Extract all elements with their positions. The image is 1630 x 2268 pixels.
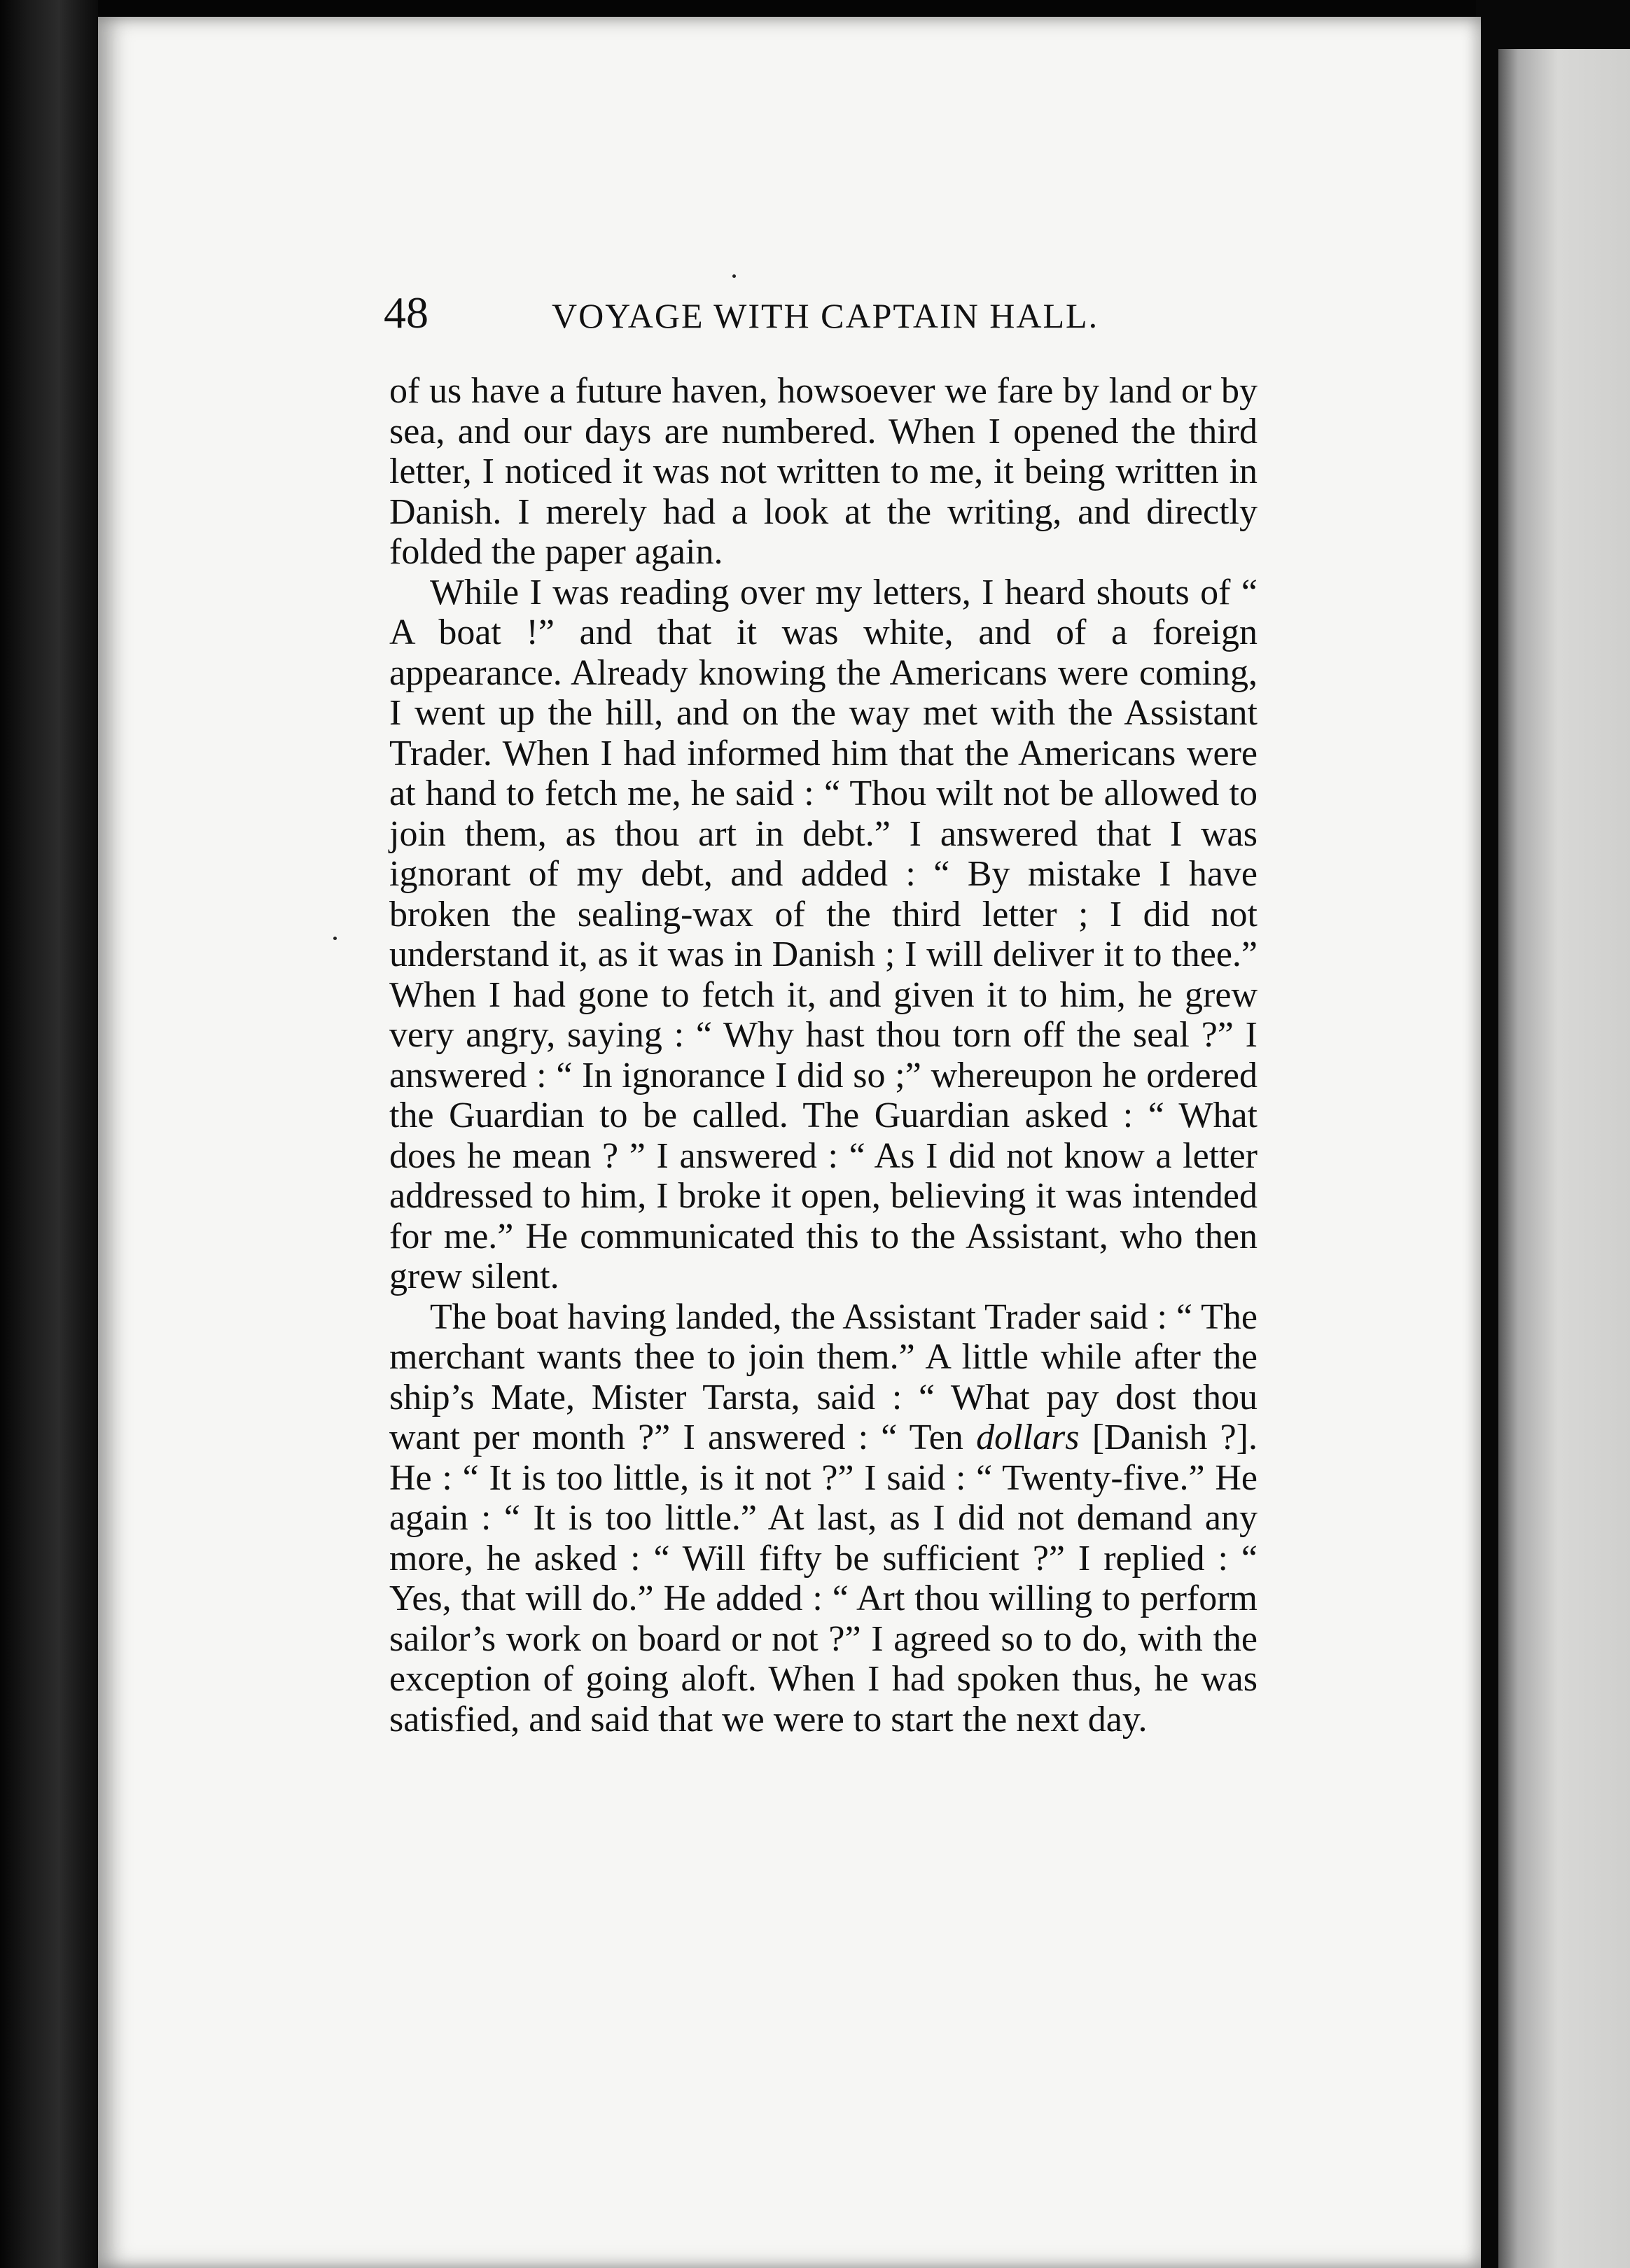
- scan-speck: [732, 274, 736, 278]
- book-binding-edge: [0, 0, 98, 2268]
- running-head: [384, 287, 1259, 343]
- paragraph-2: While I was reading over my letters, I heard shouts of “ A boat !” and that it was white, and of a foreign appearance. Already knowing the Americans were coming, I went up the hill, and on the way met with the Assistant Trader. When I had informed him that the Americans were at hand to fetch me, he said : “ Thou wilt not be allowed to join them, as thou art in debt.” I answered that I was ignorant of my debt, and added : “ By mistake I have broken the sealing-wax of the third letter ; I did not understand it, as it was in Danish ; I will deliver it to thee.” When I had gone to fetch it, and given it to him, he grew very angry, saying : “ Why hast thou torn off the seal ?” I answered : “ In ignorance I did so ;” whereupon he ordered the Guardian to be called. The Guardian asked : “ What does he mean ? ” I answered : “ As I did not know a letter addressed to him, I broke it open, believing it was intended for me.” He communicated this to the Assistant, who then grew silent.: [389, 572, 1258, 1296]
- facing-page-edge: [1498, 49, 1630, 2268]
- paragraph-3: [389, 1297, 1258, 1740]
- running-title: VOYAGE WITH CAPTAIN HALL.: [552, 296, 1099, 335]
- body-text: [389, 371, 1258, 1740]
- paragraph-3-text-b: [Danish ?]. He : “ It is too little, is it not ?” I said : “ Twenty-five.” He again : “ It is too little.” At last, as I did not demand any more, he asked : “ Will fifty be sufficient ?” I replied : “ Yes, that will do.” He added : “ Art thou willing to perform sailor’s work on board or not ?” I agreed so to do, with the exception of going aloft. When I had spoken thus, he was satisfied, and said that we were to start the next day.: [389, 1418, 1258, 1740]
- page-number: 48: [384, 288, 429, 337]
- scan-speck: [333, 937, 337, 940]
- italic-word: dollars: [976, 1418, 1080, 1457]
- paragraph-3-text-a: The boat having landed, the Assistant Trader said : “ The merchant wants thee to join them.” A little while after the ship’s Mate, Mister Tarsta, said : “ What pay dost thou want per month ?” I answered : “ Ten: [389, 1296, 1258, 1457]
- paragraph-1: of us have a future haven, howsoever we fare by land or by sea, and our days are numbered. When I opened the third letter, I noticed it was not written to me, it being written in Danish. I merely had a look at the writing, and directly folded the paper again.: [389, 371, 1258, 572]
